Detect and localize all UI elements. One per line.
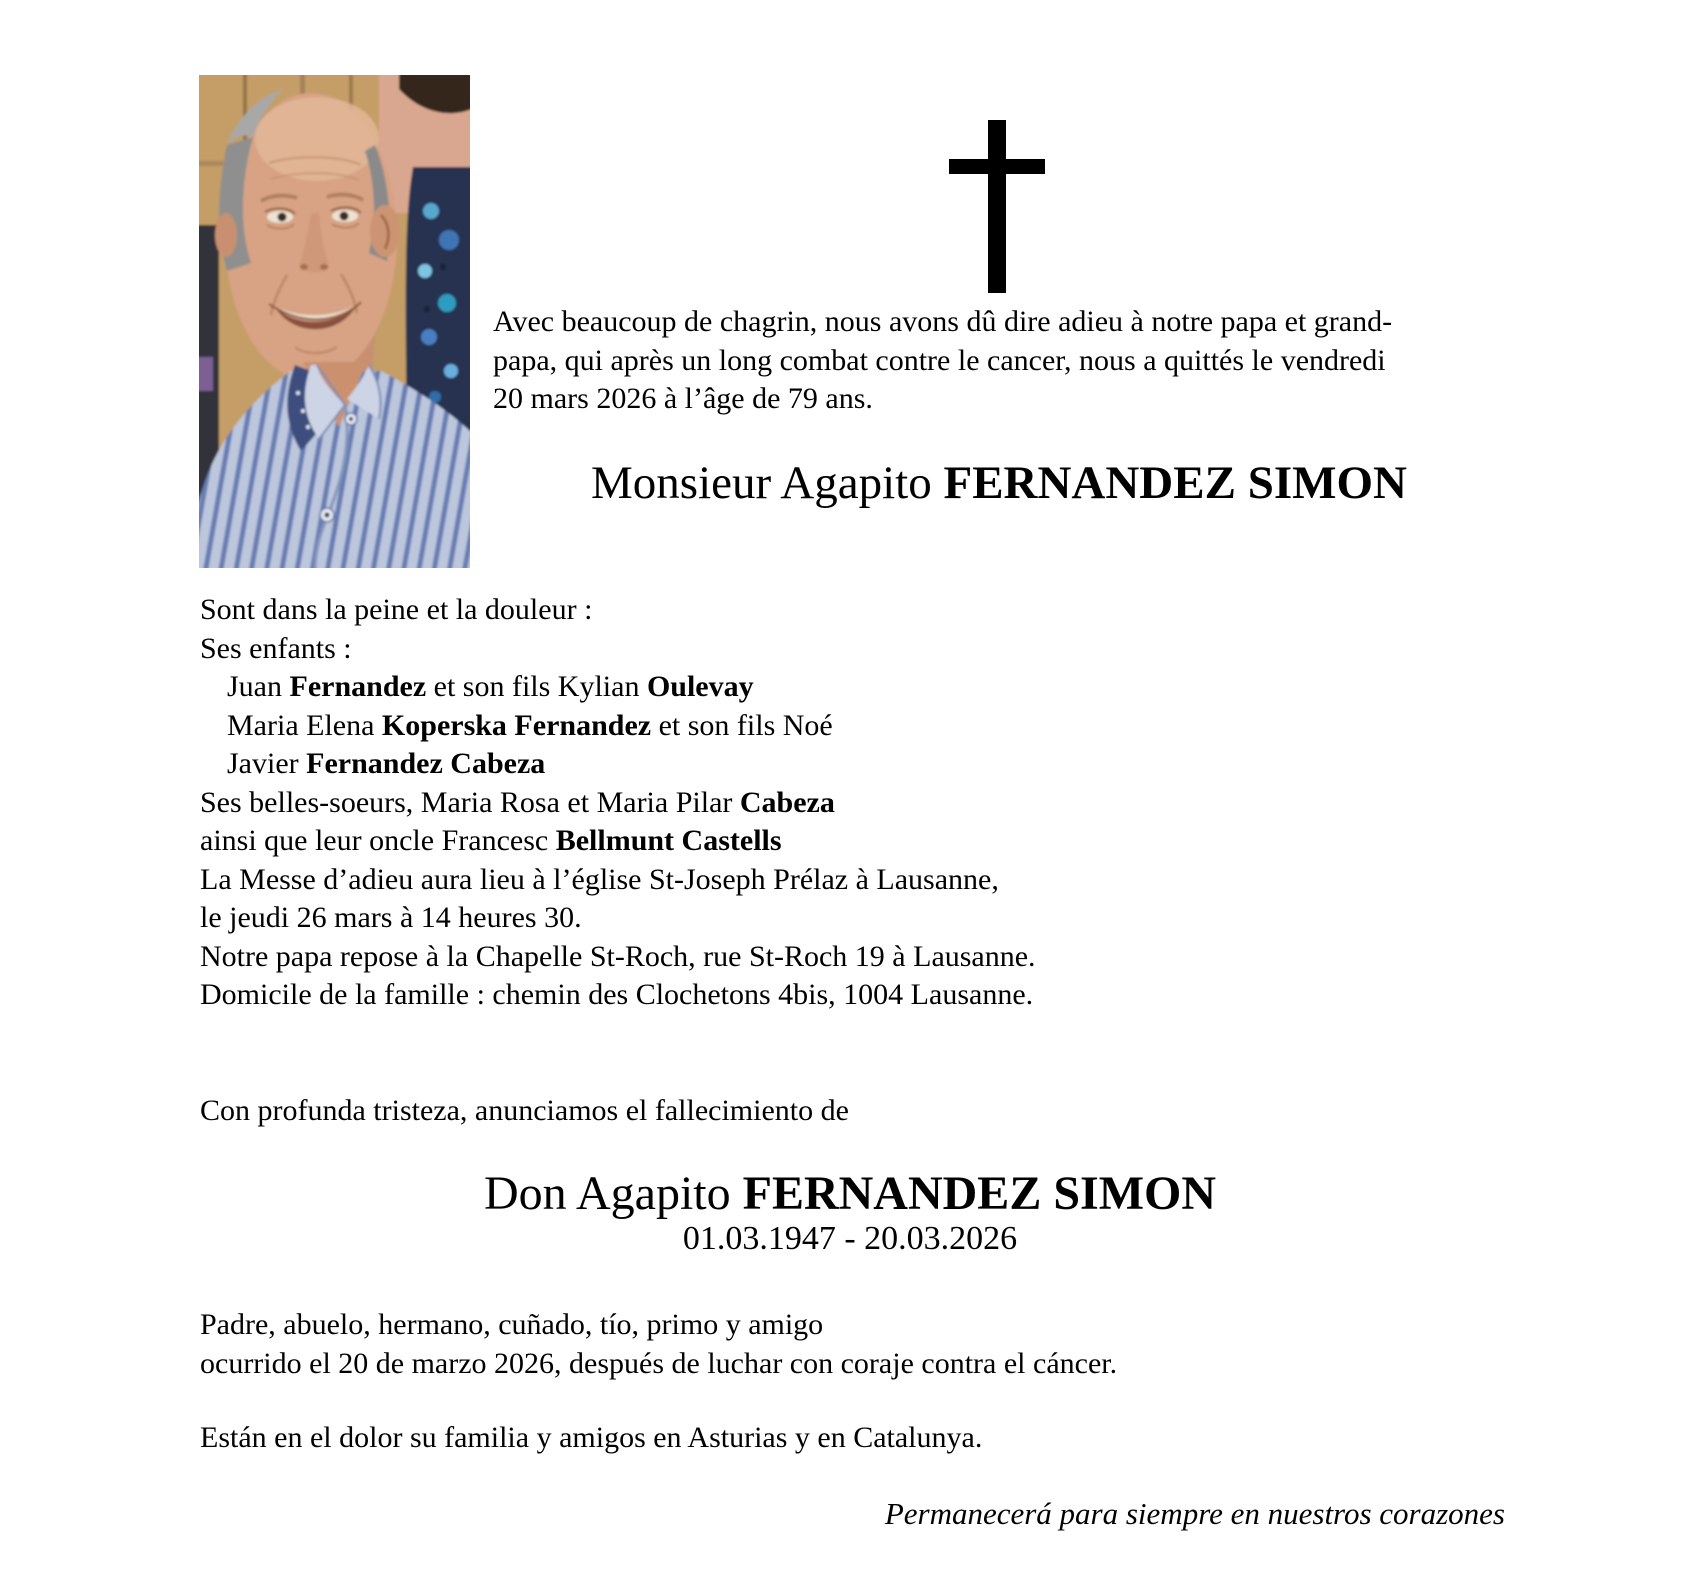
family-line-6: Ses belles-soeurs, Maria Rosa et Maria Pilar Cabeza — [200, 785, 835, 819]
cross-icon — [988, 120, 1006, 293]
family-line-2: Ses enfants : — [200, 631, 352, 665]
spanish-name-surname: FERNANDEZ SIMON — [742, 1167, 1217, 1220]
cross-icon-crossbar — [949, 159, 1045, 174]
spanish-announcement: Con profunda tristeza, anunciamos el fallecimiento de — [200, 1094, 849, 1127]
french-intro-paragraph — [493, 303, 1513, 419]
french-intro-line-1: Avec beaucoup de chagrin, nous avons dû dire adieu à notre papa et grand- — [493, 305, 1393, 338]
family-line-8: La Messe d’adieu aura lieu à l’église St-Joseph Prélaz à Lausanne, — [200, 862, 999, 896]
family-line-1: Sont dans la peine et la douleur : — [200, 593, 593, 626]
spanish-body-line-2: ocurrido el 20 de marzo 2026, después de luchar con coraje contra el cáncer. — [200, 1346, 1118, 1380]
family-line-3: Juan Fernandez et son fils Kylian Oulevay — [227, 670, 754, 703]
family-line-4: Maria Elena Koperska Fernandez et son fils Noé — [227, 708, 833, 742]
family-line-7: ainsi que leur oncle Francesc Bellmunt Castells — [200, 824, 782, 857]
family-line-9: le jeudi 26 mars à 14 heures 30. — [200, 901, 582, 934]
spanish-name-heading — [200, 1167, 1500, 1220]
french-intro-line-3: 20 mars 2026 à l’âge de 79 ans. — [493, 382, 873, 415]
french-name-prefix: Monsieur Agapito — [591, 457, 944, 509]
family-line-10: Notre papa repose à la Chapelle St-Roch, rue St-Roch 19 à Lausanne. — [200, 939, 1036, 973]
french-family-block — [200, 591, 1510, 1015]
french-intro-line-2: papa, qui après un long combat contre le cancer, nous a quittés le vendredi — [493, 343, 1386, 377]
french-name-heading — [493, 457, 1505, 509]
portrait-photo-illustration — [199, 75, 470, 568]
family-line-5: Javier Fernandez Cabeza — [227, 747, 546, 780]
life-dates: 01.03.1947 - 20.03.2026 — [682, 1220, 1018, 1257]
french-name-surname: FERNANDEZ SIMON — [943, 457, 1407, 509]
spanish-body-block — [200, 1306, 1510, 1383]
spanish-body-line-1: Padre, abuelo, hermano, cuñado, tío, primo y amigo — [200, 1308, 824, 1341]
spanish-name-prefix: Don Agapito — [483, 1167, 743, 1220]
closing-line: Permanecerá para siempre en nuestros corazones — [884, 1496, 1505, 1531]
family-line-11: Domicile de la famille : chemin des Clochetons 4bis, 1004 Lausanne. — [200, 978, 1034, 1011]
spanish-mourners-line: Están en el dolor su familia y amigos en Asturias y en Catalunya. — [200, 1421, 983, 1454]
portrait-photo — [199, 75, 470, 568]
